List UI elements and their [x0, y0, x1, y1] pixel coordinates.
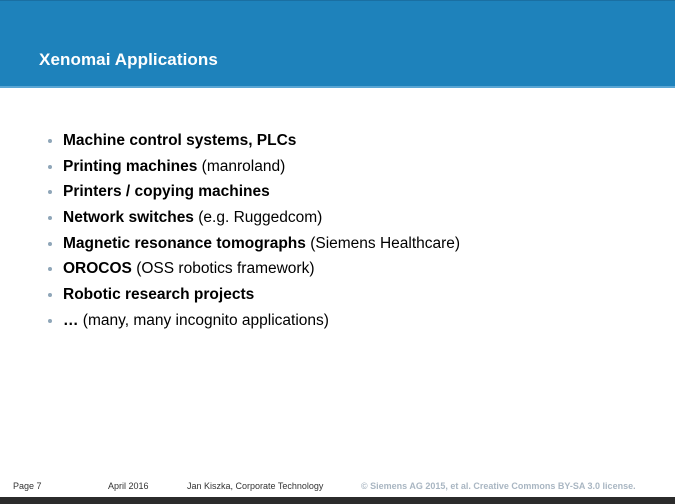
bottom-bar [0, 497, 675, 504]
bullet-normal-text: (OSS robotics framework) [131, 260, 315, 278]
bullet-bold-text: … [63, 311, 79, 329]
bullet-bold-text: Magnetic resonance tomographs [63, 234, 306, 252]
bullet-bold-text: Robotic research projects [63, 286, 255, 304]
footer-author: Jan Kiszka, Corporate Technology [187, 481, 324, 491]
footer-license: © Siemens AG 2015, et al. Creative Commons BY-SA 3.0 license. [361, 481, 636, 491]
bullet-normal-text: (Siemens Healthcare) [305, 234, 461, 252]
bullet-dot-icon [48, 216, 52, 220]
bullet-dot-icon [48, 190, 52, 194]
bullet-normal-text: (many, many incognito applications) [78, 311, 329, 329]
footer-date: April 2016 [108, 481, 149, 491]
slide-header [0, 0, 675, 87]
bullet-dot-icon [48, 242, 52, 246]
bullet-dot-icon [48, 267, 52, 271]
bullet-normal-text: (manroland) [197, 157, 286, 175]
bullet-normal-text: (e.g. Ruggedcom) [193, 209, 323, 227]
bullet-bold-text: Printers / copying machines [63, 183, 270, 201]
bullet-bold-text: Printing machines [63, 157, 198, 175]
slide-footer [0, 481, 675, 495]
bullet-dot-icon [48, 319, 52, 323]
bullet-bold-text: Network switches [63, 209, 194, 227]
bullet-bold-text: OROCOS [63, 260, 132, 278]
bullet-dot-icon [48, 139, 52, 143]
bullet-dot-icon [48, 293, 52, 297]
header-divider [0, 86, 675, 88]
page-number: Page 7 [13, 481, 42, 491]
slide-title: Xenomai Applications [39, 50, 218, 69]
bullet-dot-icon [48, 165, 52, 169]
bullet-bold-text: Machine control systems, PLCs [63, 132, 297, 149]
